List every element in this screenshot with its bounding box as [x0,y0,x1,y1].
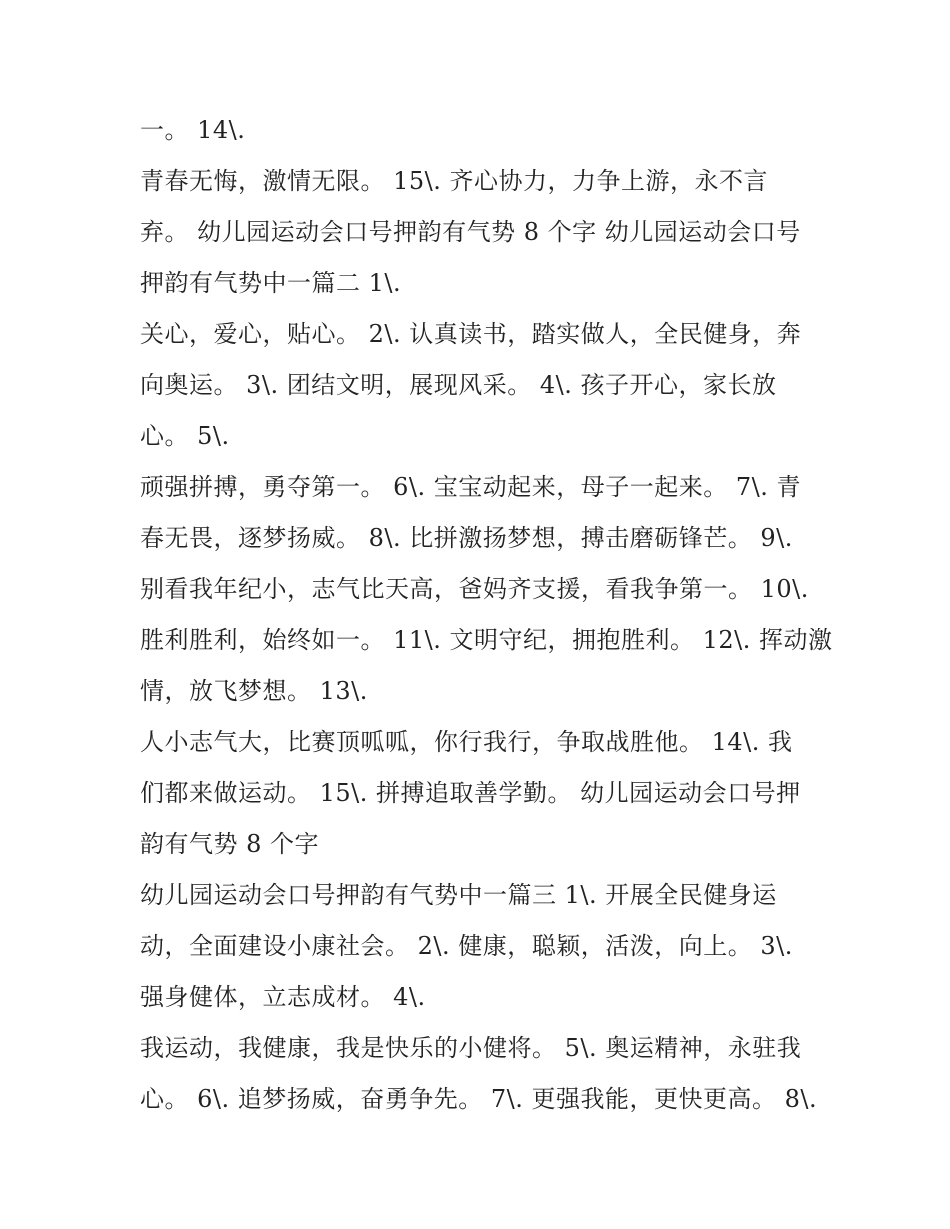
text-line: 幼儿园运动会口号押韵有气势中一篇三 1\. 开展全民健身运 [140,881,777,909]
text-line: 押韵有气势中一篇二 1\. [140,269,402,297]
text-line: 人小志气大，比赛顶呱呱，你行我行，争取战胜他。 14\. 我 [140,728,793,756]
text-line: 向奥运。 3\. 团结文明，展现风采。 4\. 孩子开心，家长放 [140,371,777,399]
text-line: 顽强拼搏，勇夺第一。 6\. 宝宝动起来，母子一起来。 7\. 青 [140,473,801,501]
text-line: 心。 5\. [140,422,230,450]
text-line: 我运动，我健康，我是快乐的小健将。 5\. 奥运精神，永驻我 [140,1034,802,1062]
text-line: 一。 14\. [140,116,246,144]
text-line: 心。 6\. 追梦扬威，奋勇争先。 7\. 更强我能，更快更高。 8\. [140,1085,818,1113]
text-line: 弃。 幼儿园运动会口号押韵有气势 8 个字 幼儿园运动会口号 [140,218,801,246]
text-line: 春无畏，逐梦扬威。 8\. 比拼激扬梦想，搏击磨砺锋芒。 9\. [140,524,793,552]
text-line: 青春无悔，激情无限。 15\. 齐心协力，力争上游，永不言 [140,167,769,195]
text-line: 们都来做运动。 15\. 拼搏追取善学勤。 幼儿园运动会口号押 [140,779,801,807]
text-line: 情，放飞梦想。 13\. [140,677,368,705]
document-body-text [140,110,840,1130]
text-line: 别看我年纪小，志气比天高，爸妈齐支援，看我争第一。 10\. [140,575,809,603]
text-line: 动，全面建设小康社会。 2\. 健康，聪颖，活泼，向上。 3\. [140,932,793,960]
text-line: 强身健体，立志成材。 4\. [140,983,426,1011]
text-line: 胜利胜利，始终如一。 11\. 文明守纪，拥抱胜利。 12\. 挥动激 [140,626,833,654]
text-line: 韵有气势 8 个字 [140,830,320,858]
text-line: 关心，爱心，贴心。 2\. 认真读书，踏实做人，全民健身，奔 [140,320,802,348]
